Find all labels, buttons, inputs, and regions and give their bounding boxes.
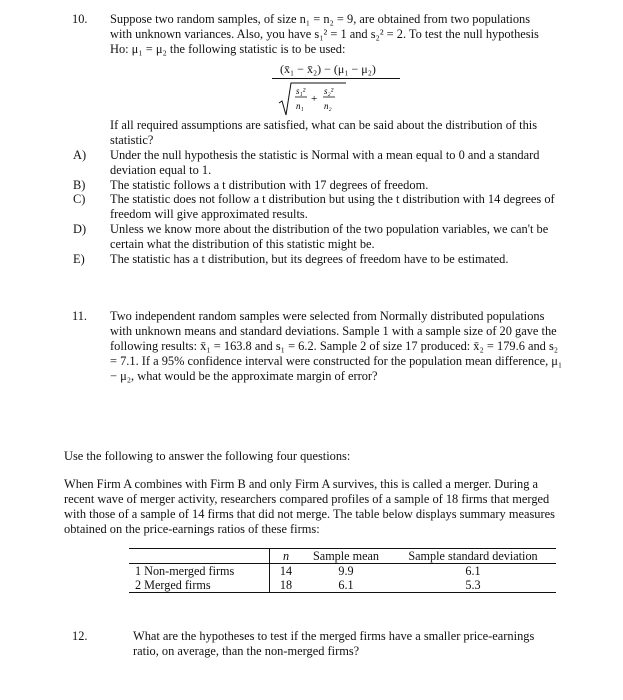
table-cell: 9.9 xyxy=(338,564,354,578)
table-header-row xyxy=(129,549,556,564)
svg-text:s₁²: s₁² xyxy=(296,86,306,96)
table-header-cell xyxy=(129,549,270,564)
instructions-intro: Use the following to answer the following four questions: xyxy=(64,449,351,463)
question-10-line2: with unknown variances. Also, you have s₁² = 1 and s₂² = 2. To test the null hypothesis xyxy=(110,27,539,41)
formula-denominator-radical xyxy=(278,81,348,117)
option-e-text: The statistic has a t distribution, but its degrees of freedom have to be estimated. xyxy=(110,252,509,266)
option-b-text: The statistic follows a t distribution with 17 degrees of freedom. xyxy=(110,178,429,192)
table-cell: 1 Non-merged firms xyxy=(135,564,235,578)
option-d-text: Unless we know more about the distribution of the two population variables, we can't be certain what the distribution of this statistic might be. xyxy=(110,222,549,251)
svg-text:n₂: n₂ xyxy=(324,101,332,111)
question-12-text: What are the hypotheses to test if the merged firms have a smaller price-earnings ratio, on average, than the non-merged firms? xyxy=(133,629,535,658)
option-a-label: A) xyxy=(73,148,87,162)
table-cell: 14 xyxy=(270,564,303,579)
option-c-label: C) xyxy=(73,192,86,206)
table-row xyxy=(129,578,556,593)
option-d-label: D) xyxy=(73,222,87,236)
table-cell: 2 Merged firms xyxy=(135,578,211,592)
summary-table xyxy=(129,548,556,593)
table-header-cell: n xyxy=(270,549,303,564)
option-a-text: Under the null hypothesis the statistic is Normal with a mean equal to 0 and a standard deviation equal to 1. xyxy=(110,148,540,177)
svg-text:+: + xyxy=(311,93,318,105)
option-c-text: The statistic does not follow a t distribution but using the t distribution with 14 degrees of freedom will give approximated results. xyxy=(110,192,555,221)
table-cell: 5.3 xyxy=(465,578,481,592)
option-e-label: E) xyxy=(73,252,85,266)
question-10-line1: Suppose two random samples, of size n₁ = n₂ = 9, are obtained from two populations xyxy=(110,12,531,26)
test-statistic-formula xyxy=(268,62,408,116)
table-cell: 18 xyxy=(270,578,303,593)
question-10-number: 10. xyxy=(72,12,88,26)
table-header-cell: Sample mean xyxy=(313,549,379,563)
question-12-number: 12. xyxy=(72,629,88,643)
merger-scenario: When Firm A combines with Firm B and only Firm A survives, this is called a merger. During a recent wave of merger activity, researchers compared profiles of a sample of 18 firms that merged with those of a sample of 14 firms that did not merge. The table below displays summary measures obtained on the price-earnings ratios of these firms: xyxy=(64,477,555,536)
table-cell: 6.1 xyxy=(465,564,481,578)
table-header-cell: Sample standard deviation xyxy=(408,549,538,563)
question-11-number: 11. xyxy=(72,309,88,323)
table-cell: 6.1 xyxy=(338,578,354,592)
svg-text:n₁: n₁ xyxy=(296,101,304,111)
option-b-label: B) xyxy=(73,178,86,192)
table-row xyxy=(129,564,556,579)
question-10-line3: Ho: μ₁ = μ₂ the following statistic is to be used: xyxy=(110,42,346,56)
question-10-prompt: If all required assumptions are satisfied, what can be said about the distribution of this statistic? xyxy=(110,118,538,147)
formula-fraction-bar xyxy=(272,78,400,79)
formula-numerator: (x̄₁ − x̄₂) − (μ₁ − μ₂) xyxy=(280,62,376,76)
svg-text:s₂²: s₂² xyxy=(324,86,334,96)
question-11-text: Two independent random samples were selected from Normally distributed populations with unknown means and standard deviations. Sample 1 with a sample size of 20 gave the following results: x̄₁ = 163.8 and s₁ = 6.2. Sample 2 of size 17 produced: x̄₂ = 179.6 and s₂ = 7.1. If a 95% confidence interval were constructed for the population mean difference, μ₁ − μ₂, what would be the approximate margin of error? xyxy=(110,309,563,383)
